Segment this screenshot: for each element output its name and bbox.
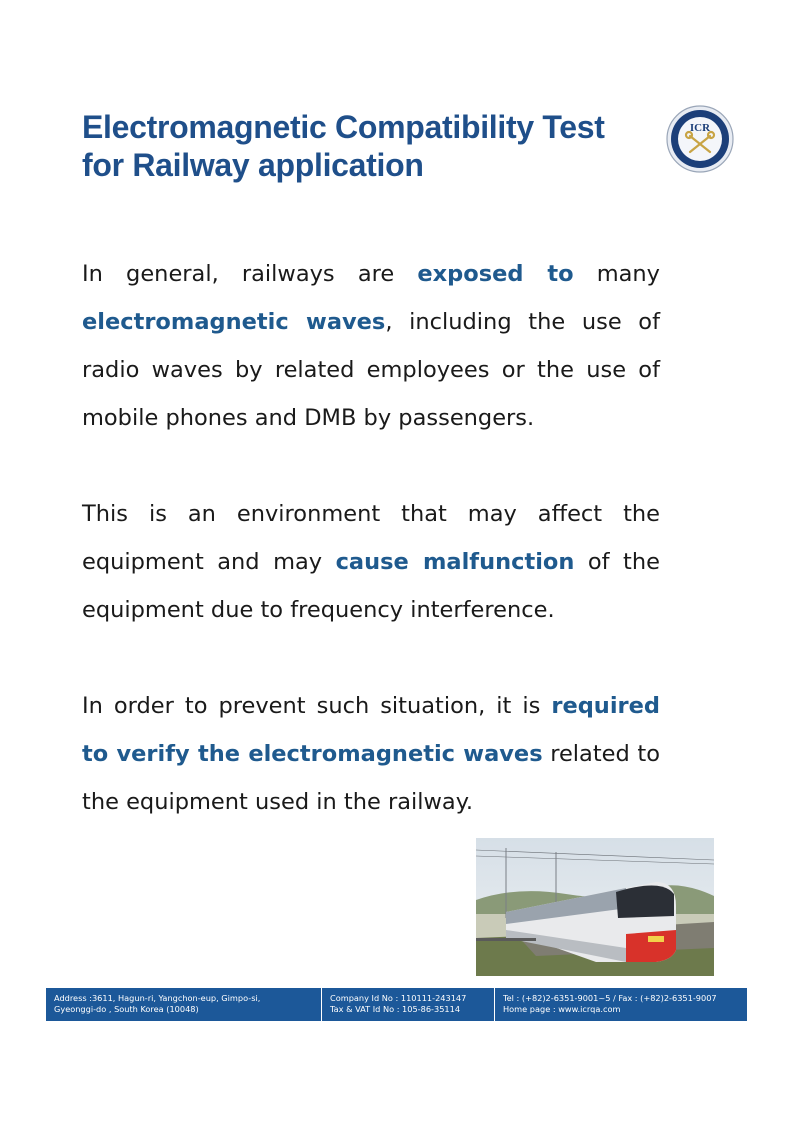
footer-company-ids: Company Id No : 110111-243147 Tax & VAT Id No : 105-86-35114 [321,988,494,1021]
highlight-em-waves: electromagnetic waves [82,309,386,335]
train-photo [476,838,714,976]
highlight-exposed: exposed to [417,261,574,287]
body-text [82,250,660,826]
footer-bar [46,988,747,1021]
title-line-2: for Railway application [82,147,424,183]
highlight-verify: required to verify the electromagnetic waves [82,693,660,767]
icr-logo [665,104,735,174]
paragraph-2: This is an environment that may affect the equipment and may cause malfunction of the equipment due to frequency interference. [82,501,660,623]
footer-contact: Tel : (+82)2-6351-9001~5 / Fax : (+82)2-6351-9007 Home page : www.icrqa.com [494,988,747,1021]
page-title [82,108,642,184]
paragraph-1: In general, railways are exposed to many electromagnetic waves, including the use of radio waves by related employees or the use of mobile phones and DMB by passengers. [82,261,660,431]
paragraph-3: In order to prevent such situation, it is required to verify the electromagnetic waves related to the equipment used in the railway. [82,693,660,815]
title-line-1: Electromagnetic Compatibility Test [82,109,605,145]
logo-text: ICR [689,122,711,134]
highlight-malfunction: cause malfunction [335,549,575,575]
footer-address: Address :3611, Hagun-ri, Yangchon-eup, Gimpo-si, Gyeonggi-do , South Korea (10048) [54,993,261,1014]
